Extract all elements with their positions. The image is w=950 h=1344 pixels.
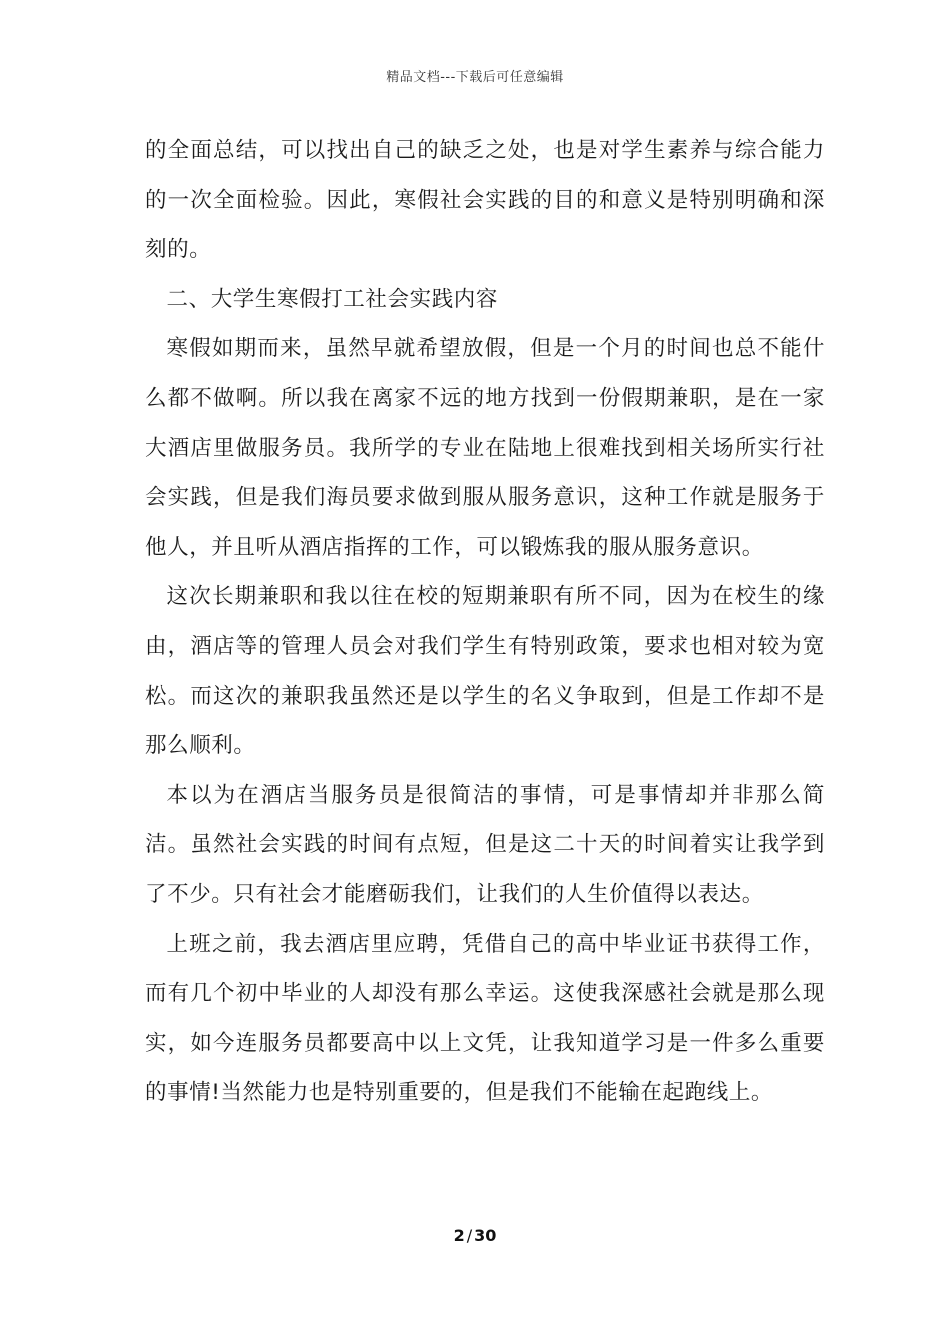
- paragraph: 这次长期兼职和我以往在校的短期兼职有所不同，因为在校生的缘由，酒店等的管理人员会对我们学生有特别政策，要求也相对较为宽松。而这次的兼职我虽然还是以学生的名义争取到，但是工作却不是那么顺利。: [145, 584, 825, 759]
- paragraph: 寒假如期而来，虽然早就希望放假，但是一个月的时间也总不能什么都不做啊。所以我在离家不远的地方找到一份假期兼职，是在一家大酒店里做服务员。我所学的专业在陆地上很难找到相关场所实行社会实践，但是我们海员要求做到服从服务意识，这种工作就是服务于他人，并且听从酒店指挥的工作，可以锻炼我的服从服务意识。: [145, 336, 825, 560]
- page-separator: /: [466, 1226, 473, 1245]
- page-number: [0, 1226, 950, 1245]
- section-heading: 二、大学生寒假打工社会实践内容: [166, 286, 499, 312]
- paragraph: 上班之前，我去酒店里应聘，凭借自己的高中毕业证书获得工作，而有几个初中毕业的人却没有那么幸运。这使我深感社会就是那么现实，如今连服务员都要高中以上文凭，让我知道学习是一件多么重要的事情!当然能力也是特别重要的，但是我们不能输在起跑线上。: [145, 931, 825, 1106]
- total-pages: 30: [474, 1226, 497, 1245]
- document-body: [145, 126, 825, 1118]
- paragraph-continued: 的全面总结，可以找出自己的缺乏之处，也是对学生素养与综合能力的一次全面检验。因此，寒假社会实践的目的和意义是特别明确和深刻的。: [145, 138, 825, 263]
- paragraph: 本以为在酒店当服务员是很简洁的事情，可是事情却并非那么简洁。虽然社会实践的时间有点短，但是这二十天的时间着实让我学到了不少。只有社会才能磨砺我们，让我们的人生价值得以表达。: [145, 782, 825, 907]
- current-page: 2: [453, 1226, 465, 1245]
- page-header: 精品文档---下载后可任意编辑: [386, 70, 564, 85]
